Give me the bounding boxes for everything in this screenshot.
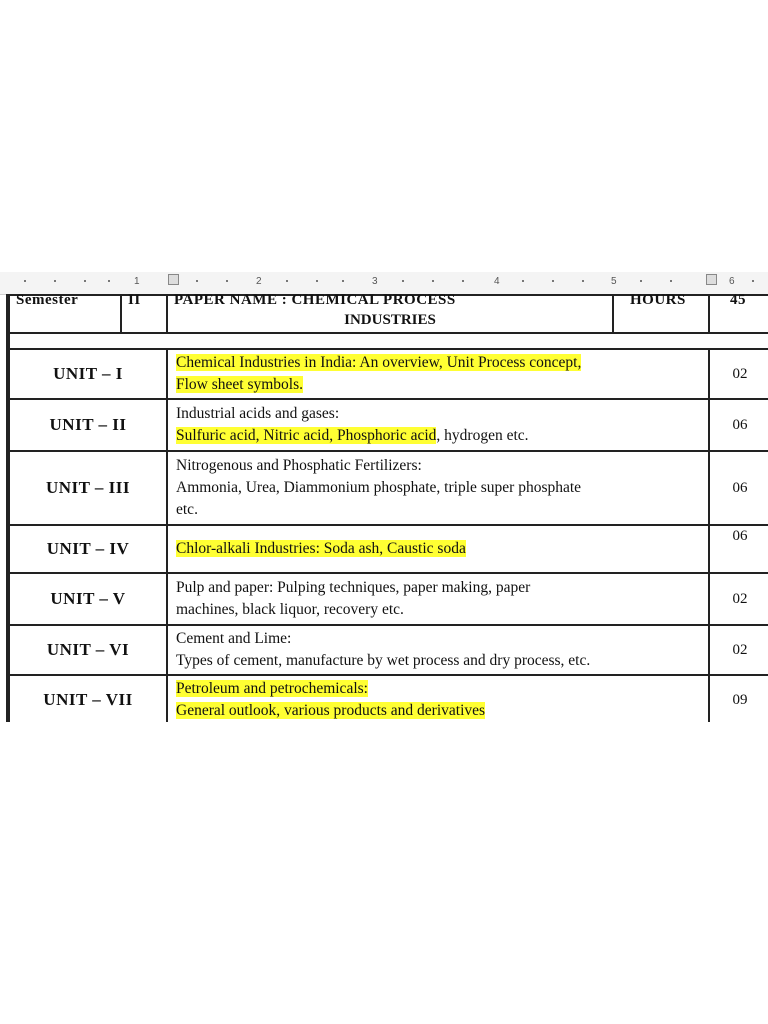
description-line xyxy=(176,455,700,477)
unit-label: UNIT – V xyxy=(9,573,167,625)
ruler-tick xyxy=(24,280,26,282)
description-line xyxy=(176,403,700,425)
spacer-row xyxy=(9,333,768,349)
unit-row xyxy=(9,675,768,722)
semester-label-cell xyxy=(9,295,121,333)
description-text: Nitrogenous and Phosphatic Fertilizers: xyxy=(176,457,422,474)
description-text: Pulp and paper: Pulping techniques, paper making, paper xyxy=(176,579,531,596)
ruler-number-1: 1 xyxy=(134,276,140,287)
description-text: Industrial acids and gases: xyxy=(176,405,340,422)
unit-description xyxy=(167,625,709,675)
hours-label-cell xyxy=(613,295,709,333)
hours-total: 45 xyxy=(730,294,746,308)
unit-hours: 02 xyxy=(709,573,768,625)
description-line xyxy=(176,650,700,672)
description-line xyxy=(176,374,700,396)
unit-label: UNIT – II xyxy=(9,399,167,451)
description-text: Ammonia, Urea, Diammonium phosphate, triple super phosphate xyxy=(176,479,582,496)
ruler-tick xyxy=(54,280,56,282)
highlighted-text: Flow sheet symbols. xyxy=(176,376,304,393)
ruler-tick xyxy=(582,280,584,282)
hours-value-cell xyxy=(709,295,768,333)
unit-description xyxy=(167,675,709,722)
unit-hours: 06 xyxy=(709,525,768,573)
ruler-tick xyxy=(316,280,318,282)
unit-row xyxy=(9,451,768,525)
header-row xyxy=(9,295,768,333)
ruler-tick xyxy=(84,280,86,282)
unit-hours: 06 xyxy=(709,451,768,525)
description-line xyxy=(176,599,700,621)
ruler-number-4: 4 xyxy=(494,276,500,287)
ruler-tick xyxy=(640,280,642,282)
ruler-tick xyxy=(286,280,288,282)
ruler-tick xyxy=(522,280,524,282)
syllabus-table-viewport xyxy=(6,294,768,722)
unit-hours: 02 xyxy=(709,625,768,675)
description-line xyxy=(176,628,700,650)
spacer-cell xyxy=(9,333,768,349)
description-line xyxy=(176,425,700,447)
unit-description xyxy=(167,349,709,399)
description-line xyxy=(176,538,700,560)
description-line xyxy=(176,700,700,722)
unit-description xyxy=(167,525,709,573)
semester-value: II xyxy=(128,294,141,308)
unit-row xyxy=(9,573,768,625)
semester-value-cell xyxy=(121,295,167,333)
unit-label: UNIT – I xyxy=(9,349,167,399)
hours-label: HOURS xyxy=(630,294,686,308)
description-text: Cement and Lime: xyxy=(176,630,292,647)
ruler-tick xyxy=(432,280,434,282)
paper-name-label: PAPER NAME : CHEMICAL PROCESS xyxy=(174,294,456,308)
description-text: , hydrogen etc. xyxy=(436,427,529,444)
highlighted-text: Chemical Industries in India: An overview, Unit Process concept, xyxy=(176,354,582,371)
description-text: Types of cement, manufacture by wet process and dry process, etc. xyxy=(176,652,591,669)
ruler-number-2: 2 xyxy=(256,276,262,287)
indent-marker-left[interactable] xyxy=(168,274,179,285)
description-line xyxy=(176,577,700,599)
ruler-number-3: 3 xyxy=(372,276,378,287)
ruler-tick xyxy=(108,280,110,282)
semester-label: Semester xyxy=(16,294,79,308)
unit-label: UNIT – III xyxy=(9,451,167,525)
description-line xyxy=(176,477,700,499)
ruler-tick xyxy=(670,280,672,282)
unit-hours: 02 xyxy=(709,349,768,399)
unit-row xyxy=(9,349,768,399)
highlighted-text: Petroleum and petrochemicals: xyxy=(176,680,368,697)
document-ruler[interactable] xyxy=(0,272,768,295)
ruler-tick xyxy=(226,280,228,282)
unit-row xyxy=(9,525,768,573)
unit-label: UNIT – VII xyxy=(9,675,167,722)
highlighted-text: Chlor-alkali Industries: Soda ash, Caustic soda xyxy=(176,540,466,557)
paper-name-continued: INDUSTRIES xyxy=(344,312,436,328)
unit-row xyxy=(9,625,768,675)
highlighted-text: General outlook, various products and derivatives xyxy=(176,702,486,719)
unit-hours: 06 xyxy=(709,399,768,451)
ruler-tick xyxy=(752,280,754,282)
ruler-tick xyxy=(402,280,404,282)
unit-hours: 09 xyxy=(709,675,768,722)
unit-label: UNIT – IV xyxy=(9,525,167,573)
ruler-number-5: 5 xyxy=(611,276,617,287)
paper-name-cell xyxy=(167,295,613,333)
ruler-tick xyxy=(552,280,554,282)
unit-description xyxy=(167,451,709,525)
highlighted-text: Sulfuric acid, Nitric acid, Phosphoric acid xyxy=(176,427,437,444)
unit-description xyxy=(167,573,709,625)
unit-row xyxy=(9,399,768,451)
indent-marker-right[interactable] xyxy=(706,274,717,285)
unit-label: UNIT – VI xyxy=(9,625,167,675)
description-line xyxy=(176,678,700,700)
description-text: etc. xyxy=(176,501,198,518)
description-line xyxy=(176,499,700,521)
description-line xyxy=(176,352,700,374)
ruler-tick xyxy=(196,280,198,282)
ruler-tick xyxy=(342,280,344,282)
unit-description xyxy=(167,399,709,451)
description-text: machines, black liquor, recovery etc. xyxy=(176,601,404,618)
ruler-number-6: 6 xyxy=(729,276,735,287)
syllabus-table xyxy=(8,294,768,722)
ruler-tick xyxy=(462,280,464,282)
